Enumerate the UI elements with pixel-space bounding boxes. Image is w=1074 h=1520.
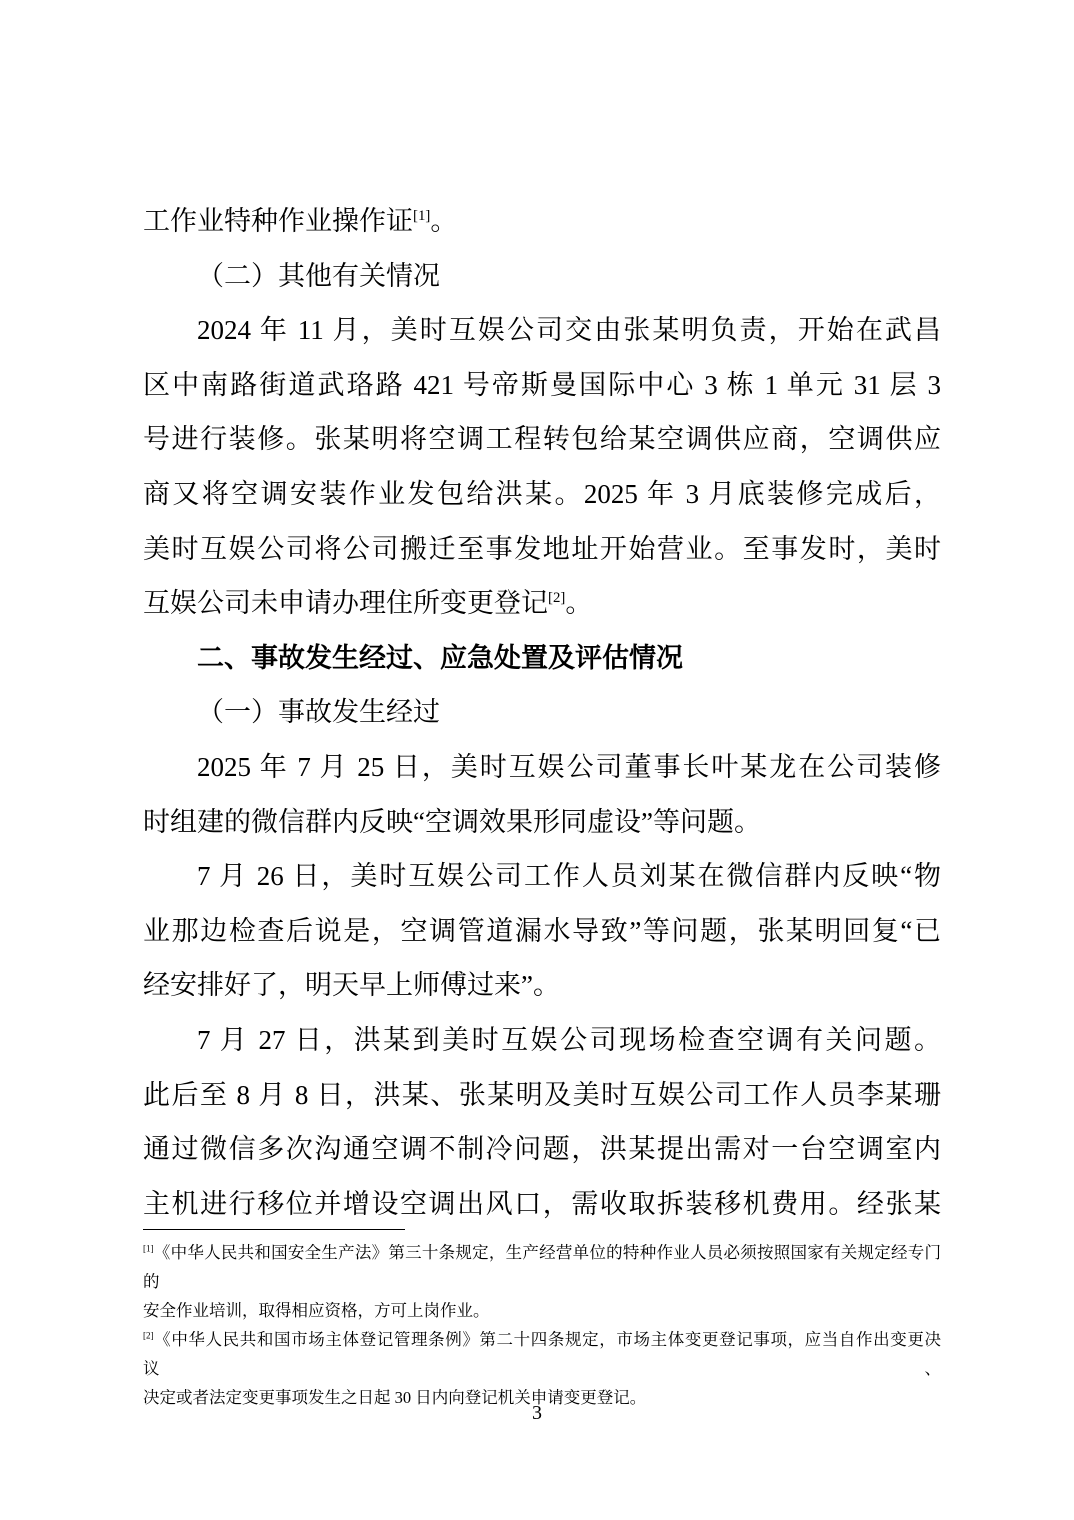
text-segment: 经安排好了，明天早上师傅过来”。 — [143, 970, 560, 1001]
text-segment: 主机进行移位并增设空调出风口，需收取拆装移机费用。经张某 — [143, 1188, 941, 1219]
text-segment: 。 — [565, 588, 593, 619]
text-segment: 7 月 26 日，美时互娱公司工作人员刘某在微信群内反映“物 — [197, 861, 941, 892]
body-text-line — [143, 1177, 941, 1232]
footnote-reference: [1] — [143, 1243, 154, 1254]
text-segment: 《中华人民共和国安全生产法》第三十条规定，生产经营单位的特种作业人员必须按照国家有关规定经专门的 — [143, 1243, 941, 1291]
body-text-line — [143, 194, 941, 249]
footnote-line — [143, 1296, 941, 1325]
text-segment: 二、事故发生经过、应急处置及评估情况 — [197, 642, 683, 673]
text-segment: 2025 年 7 月 25 日，美时互娱公司董事长叶某龙在公司装修 — [197, 751, 941, 782]
body-text-line — [143, 849, 941, 904]
body-text-line — [143, 740, 941, 795]
text-segment: 2024 年 11 月，美时互娱公司交由张某明负责，开始在武昌 — [197, 315, 941, 346]
footnote-reference: [2] — [548, 590, 566, 607]
text-segment: 商又将空调安装作业发包给洪某。2025 年 3 月底装修完成后， — [143, 478, 941, 509]
text-segment: 互娱公司未申请办理住所变更登记 — [143, 588, 548, 619]
footnote-reference: [1] — [413, 208, 431, 224]
body-text-line — [143, 795, 941, 850]
body-text-line — [143, 303, 941, 358]
body-text-line — [143, 1013, 941, 1068]
body-text-line — [143, 1122, 941, 1177]
page-number: 3 — [532, 1402, 542, 1424]
text-segment: 号进行装修。张某明将空调工程转包给某空调供应商，空调供应 — [143, 424, 941, 455]
footnotes — [143, 1238, 941, 1412]
footnote-separator — [143, 1229, 405, 1230]
text-segment: 决定或者法定变更事项发生之日起 30 日内向登记机关申请变更登记。 — [143, 1388, 647, 1407]
text-segment: 工作业特种作业操作证 — [143, 206, 413, 236]
footnote-line — [143, 1325, 941, 1383]
text-segment: 《中华人民共和国市场主体登记管理条例》第二十四条规定，市场主体变更登记事项，应当自作出变更决议、 — [143, 1330, 941, 1378]
text-segment: 业那边检查后说是，空调管道漏水导致”等问题，张某明回复“已 — [143, 915, 941, 946]
body-text-line-heading — [143, 631, 941, 686]
text-segment: 7 月 27 日，洪某到美时互娱公司现场检查空调有关问题。 — [197, 1024, 941, 1055]
footnote-reference: [2] — [143, 1330, 154, 1341]
text-segment: 美时互娱公司将公司搬迁至事发地址开始营业。至事发时，美时 — [143, 533, 941, 564]
text-segment: （二）其他有关情况 — [197, 260, 440, 291]
text-segment: （一）事故发生经过 — [197, 697, 440, 728]
text-segment: 时组建的微信群内反映“空调效果形同虚设”等问题。 — [143, 806, 761, 837]
body-text-line — [143, 904, 941, 959]
body-text-line — [143, 522, 941, 577]
document-body — [143, 194, 941, 1231]
body-text-line — [143, 412, 941, 467]
body-text-line — [143, 467, 941, 522]
text-segment: 安全作业培训，取得相应资格，方可上岗作业。 — [143, 1301, 490, 1320]
body-text-line — [143, 685, 941, 740]
body-text-line — [143, 1068, 941, 1123]
body-text-line — [143, 576, 941, 631]
text-segment: 。 — [430, 206, 458, 236]
body-text-line — [143, 249, 941, 304]
body-text-line — [143, 358, 941, 413]
text-segment: 此后至 8 月 8 日，洪某、张某明及美时互娱公司工作人员李某珊 — [143, 1079, 941, 1110]
body-text-line — [143, 958, 941, 1013]
text-segment: 通过微信多次沟通空调不制冷问题，洪某提出需对一台空调室内 — [143, 1134, 941, 1165]
footnote-line — [143, 1238, 941, 1296]
text-segment: 区中南路街道武珞路 421 号帝斯曼国际中心 3 栋 1 单元 31 层 3 — [143, 369, 941, 400]
